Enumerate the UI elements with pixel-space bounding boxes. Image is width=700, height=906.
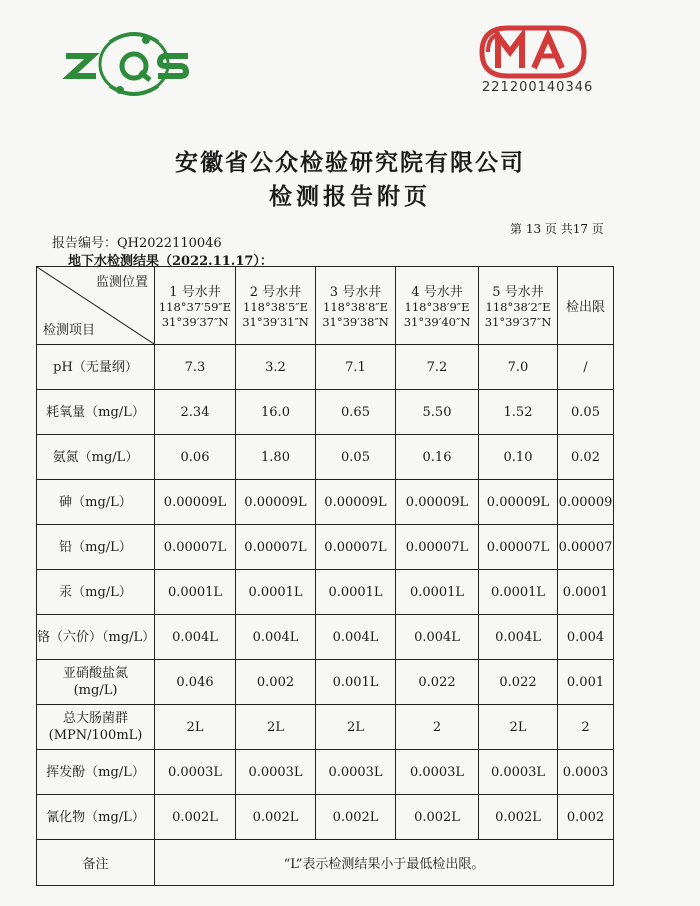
result-value-well-4: 5.50 xyxy=(396,390,479,435)
well-name: 4 号水井 xyxy=(411,285,463,300)
result-value-well-3: 0.05 xyxy=(316,435,396,480)
detection-limit-value: 0.00007 xyxy=(558,525,614,570)
result-value-well-3: 0.00007L xyxy=(316,525,396,570)
result-value-well-2: 0.0003L xyxy=(236,750,316,795)
test-item-label: pH（无量纲） xyxy=(53,359,138,375)
corner-item-label: 检测项目 xyxy=(43,323,96,338)
result-value-well-2: 0.002L xyxy=(236,795,316,840)
header-row xyxy=(37,267,614,345)
corner-location-label: 监测位置 xyxy=(95,275,148,290)
result-value-well-5: 2L xyxy=(479,705,558,750)
well-name: 5 号水井 xyxy=(492,285,544,300)
results-table xyxy=(36,266,614,886)
table-row xyxy=(37,480,614,525)
well-longitude: 118°38′2″E xyxy=(485,300,551,314)
result-value-well-1: 2.34 xyxy=(155,390,236,435)
test-item-label: 挥发酚（mg/L） xyxy=(46,764,145,780)
zqs-logo xyxy=(62,28,192,98)
report-subtitle: 检测报告附页 xyxy=(269,183,431,210)
table-row xyxy=(37,345,614,390)
result-value-well-1: 0.00009L xyxy=(155,480,236,525)
detection-limit-value: 0.00009 xyxy=(558,480,614,525)
result-value-well-1: 0.002L xyxy=(155,795,236,840)
result-value-well-4: 2 xyxy=(396,705,479,750)
result-value-well-3: 0.004L xyxy=(316,615,396,660)
test-item-name xyxy=(37,615,155,660)
result-value-well-3: 0.001L xyxy=(316,660,396,705)
well-name: 1 号水井 xyxy=(169,285,221,300)
result-value-well-3: 2L xyxy=(316,705,396,750)
table-row xyxy=(37,795,614,840)
result-value-well-1: 0.0003L xyxy=(155,750,236,795)
test-item-name xyxy=(37,570,155,615)
test-item-label: 铅（mg/L） xyxy=(59,539,132,555)
table-row xyxy=(37,705,614,750)
detection-limit-value: 0.004 xyxy=(558,615,614,660)
well-header-3 xyxy=(316,267,396,345)
result-value-well-2: 0.0001L xyxy=(236,570,316,615)
test-item-name xyxy=(37,525,155,570)
result-value-well-2: 0.004L xyxy=(236,615,316,660)
result-value-well-4: 0.0003L xyxy=(396,750,479,795)
well-longitude: 118°38′9″E xyxy=(404,300,470,314)
section-title: 地下水检测结果（2022.11.17）： xyxy=(68,254,273,269)
result-value-well-5: 1.52 xyxy=(479,390,558,435)
table-row xyxy=(37,435,614,480)
test-item-label: 总大肠菌群 xyxy=(62,711,128,726)
well-header-2 xyxy=(236,267,316,345)
result-value-well-5: 0.004L xyxy=(479,615,558,660)
table-row xyxy=(37,660,614,705)
result-value-well-4: 0.002L xyxy=(396,795,479,840)
page-info: 第 13 页 共17 页 xyxy=(510,222,604,236)
result-value-well-5: 0.0003L xyxy=(479,750,558,795)
test-item-unit: (MPN/100mL) xyxy=(48,728,143,743)
result-value-well-4: 0.022 xyxy=(396,660,479,705)
result-value-well-5: 0.002L xyxy=(479,795,558,840)
result-value-well-3: 0.00009L xyxy=(316,480,396,525)
test-item-name xyxy=(37,750,155,795)
table-row xyxy=(37,615,614,660)
result-value-well-2: 3.2 xyxy=(236,345,316,390)
result-value-well-5: 0.00009L xyxy=(479,480,558,525)
test-item-name xyxy=(37,660,155,705)
result-value-well-3: 0.65 xyxy=(316,390,396,435)
result-value-well-5: 0.10 xyxy=(479,435,558,480)
test-item-label: 砷（mg/L） xyxy=(59,494,132,510)
test-item-label: 氰化物（mg/L） xyxy=(46,809,145,825)
corner-header-cell xyxy=(37,267,155,345)
result-value-well-4: 0.16 xyxy=(396,435,479,480)
well-longitude: 118°37′59″E xyxy=(158,300,232,314)
detection-limit-value: 0.0001 xyxy=(558,570,614,615)
table-row xyxy=(37,750,614,795)
result-value-well-1: 0.06 xyxy=(155,435,236,480)
result-value-well-5: 0.022 xyxy=(479,660,558,705)
test-item-label: 耗氧量（mg/L） xyxy=(46,404,145,420)
result-value-well-1: 0.0001L xyxy=(155,570,236,615)
well-latitude: 31°39′38″N xyxy=(322,315,389,329)
well-name: 3 号水井 xyxy=(329,285,382,300)
result-value-well-1: 7.3 xyxy=(155,345,236,390)
result-value-well-2: 2L xyxy=(236,705,316,750)
detection-limit-value: 0.002 xyxy=(558,795,614,840)
result-value-well-5: 0.0001L xyxy=(479,570,558,615)
test-item-label: 铬（六价）（mg/L） xyxy=(37,629,156,645)
result-value-well-2: 1.80 xyxy=(236,435,316,480)
company-title: 安徽省公众检验研究院有限公司 xyxy=(175,149,525,176)
test-item-name xyxy=(37,480,155,525)
result-value-well-3: 0.002L xyxy=(316,795,396,840)
result-value-well-3: 0.0001L xyxy=(316,570,396,615)
well-header-5 xyxy=(479,267,558,345)
well-latitude: 31°39′40″N xyxy=(403,315,471,329)
result-value-well-5: 0.00007L xyxy=(479,525,558,570)
well-header-1 xyxy=(155,267,236,345)
report-number: 报告编号：QH2022110046 xyxy=(52,236,222,251)
result-value-well-4: 0.00009L xyxy=(396,480,479,525)
result-value-well-4: 7.2 xyxy=(396,345,479,390)
result-value-well-1: 0.00007L xyxy=(155,525,236,570)
test-item-label: 亚硝酸盐氮 xyxy=(62,666,128,681)
test-item-name xyxy=(37,705,155,750)
result-value-well-2: 0.00009L xyxy=(236,480,316,525)
detection-limit-value: 0.001 xyxy=(558,660,614,705)
test-item-label: 氨氮（mg/L） xyxy=(52,449,139,465)
table-row xyxy=(37,525,614,570)
detection-limit-value: 0.0003 xyxy=(558,750,614,795)
test-item-label: 汞（mg/L） xyxy=(59,584,132,600)
test-item-name xyxy=(37,795,155,840)
result-value-well-4: 0.004L xyxy=(396,615,479,660)
test-item-name xyxy=(37,390,155,435)
note-label: 备注 xyxy=(37,840,155,886)
note-text: “L”表示检测结果小于最低检出限。 xyxy=(155,840,614,886)
result-value-well-4: 0.00007L xyxy=(396,525,479,570)
well-longitude: 118°38′5″E xyxy=(243,300,308,314)
result-value-well-2: 16.0 xyxy=(236,390,316,435)
test-item-name xyxy=(37,435,155,480)
note-row xyxy=(37,840,614,886)
result-value-well-3: 0.0003L xyxy=(316,750,396,795)
cma-certificate-number: 221200140346 xyxy=(482,80,594,95)
detection-limit-value: 2 xyxy=(558,705,614,750)
result-value-well-2: 0.00007L xyxy=(236,525,316,570)
well-latitude: 31°39′37″N xyxy=(484,315,552,329)
result-value-well-1: 0.046 xyxy=(155,660,236,705)
result-value-well-2: 0.002 xyxy=(236,660,316,705)
well-name: 2 号水井 xyxy=(249,285,302,300)
table-row xyxy=(37,570,614,615)
test-item-unit: (mg/L) xyxy=(73,683,118,698)
well-header-4 xyxy=(396,267,479,345)
result-value-well-3: 7.1 xyxy=(316,345,396,390)
well-latitude: 31°39′37″N xyxy=(161,315,229,329)
result-value-well-5: 7.0 xyxy=(479,345,558,390)
detection-limit-value: 0.02 xyxy=(558,435,614,480)
result-value-well-4: 0.0001L xyxy=(396,570,479,615)
result-value-well-1: 0.004L xyxy=(155,615,236,660)
well-latitude: 31°39′31″N xyxy=(242,315,309,329)
limit-header: 检出限 xyxy=(558,267,614,345)
detection-limit-value: / xyxy=(558,345,614,390)
result-value-well-1: 2L xyxy=(155,705,236,750)
detection-limit-value: 0.05 xyxy=(558,390,614,435)
test-item-name xyxy=(37,345,155,390)
well-longitude: 118°38′8″E xyxy=(323,300,388,314)
table-row xyxy=(37,390,614,435)
